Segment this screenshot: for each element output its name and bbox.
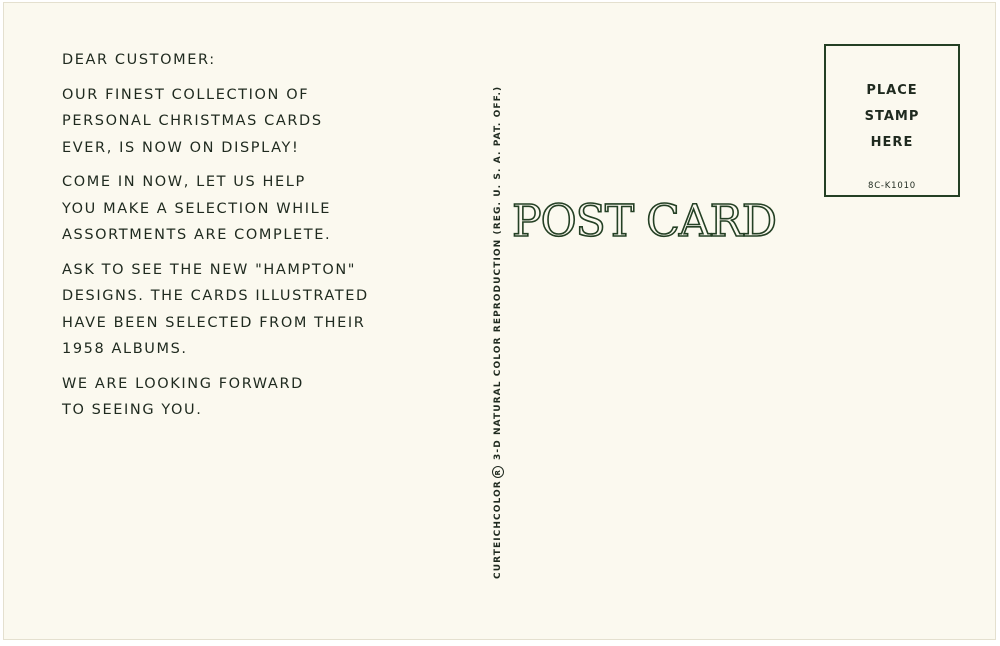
brand-name: CURTEICHCOLOR xyxy=(493,480,503,579)
stamp-line: HERE xyxy=(870,135,914,150)
message-line: EVER, IS NOW ON DISPLAY! xyxy=(62,139,300,156)
message-line: YOU MAKE A SELECTION WHILE xyxy=(62,200,332,217)
message-line: TO SEEING YOU. xyxy=(62,402,203,418)
stamp-line: STAMP xyxy=(864,109,920,124)
divider-imprint xyxy=(492,86,504,579)
message-block xyxy=(62,47,482,424)
message-line: WE ARE LOOKING FORWARD xyxy=(62,375,304,392)
message-line: OUR FINEST COLLECTION OF xyxy=(62,86,310,103)
stamp-instructions xyxy=(826,78,958,156)
stamp-line: PLACE xyxy=(866,83,918,98)
stamp-box xyxy=(824,44,960,197)
salutation: DEAR CUSTOMER: xyxy=(62,52,216,68)
message-line: COME IN NOW, LET US HELP xyxy=(62,174,306,190)
post-card-title: POST CARD xyxy=(512,196,777,247)
card-code: 8C-K1010 xyxy=(867,181,917,191)
message-line: ASK TO SEE THE NEW "HAMPTON" xyxy=(62,261,357,278)
message-line: PERSONAL CHRISTMAS CARDS xyxy=(62,113,323,129)
message-line: HAVE BEEN SELECTED FROM THEIR xyxy=(62,314,366,331)
message-line: DESIGNS. THE CARDS ILLUSTRATED xyxy=(62,288,369,304)
imprint-text: 3-D NATURAL COLOR REPRODUCTION (REG. U. S. A. PAT. OFF.) xyxy=(493,85,503,460)
message-line: 1958 ALBUMS. xyxy=(62,341,188,357)
registered-mark-icon: R xyxy=(492,466,504,478)
postcard-back xyxy=(3,2,996,640)
message-line: ASSORTMENTS ARE COMPLETE. xyxy=(62,227,332,243)
